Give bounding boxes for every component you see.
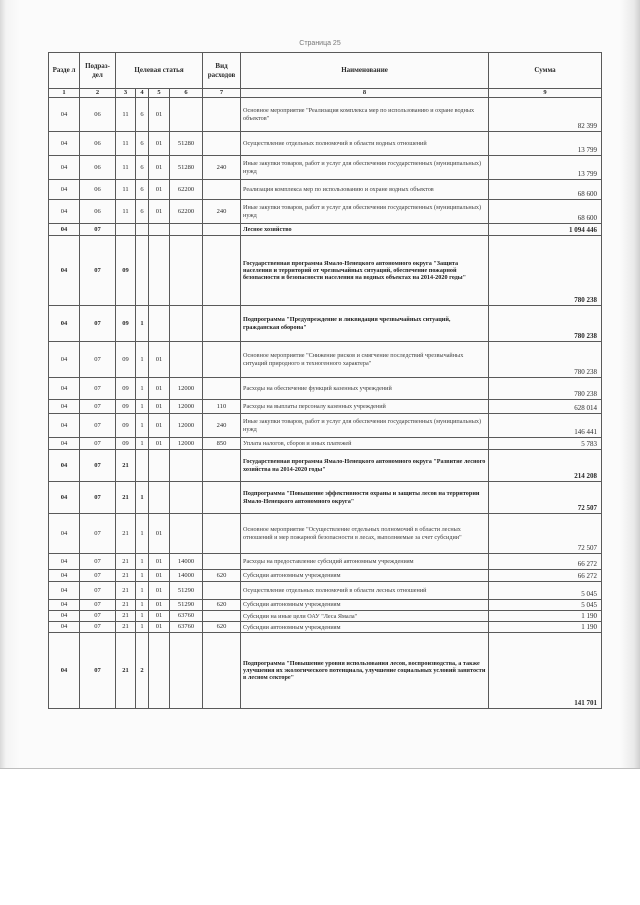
- code-cell: 04: [49, 514, 80, 554]
- code-cell: 06: [80, 156, 116, 180]
- code-cell: 21: [116, 633, 136, 709]
- code-cell: [203, 450, 241, 482]
- name-cell: Осуществление отдельных полномочий в области лесных отношений: [241, 582, 489, 600]
- code-cell: 6: [136, 156, 149, 180]
- code-cell: 63760: [170, 622, 203, 633]
- index-cell: 8: [241, 89, 489, 98]
- name-cell: Расходы на предоставление субсидий автономным учреждениям: [241, 554, 489, 570]
- code-cell: [203, 236, 241, 306]
- code-cell: 04: [49, 570, 80, 582]
- page-number: Страница 25: [299, 40, 341, 47]
- code-cell: 06: [80, 200, 116, 224]
- code-cell: [203, 306, 241, 342]
- code-cell: [170, 98, 203, 132]
- name-cell: Подпрограмма "Повышение уровня использования лесов, воспроизводства, а также улучшения их экологического потенциала, улучшение социальных условий занятости в лесном секторе": [241, 633, 489, 709]
- code-cell: 01: [149, 132, 170, 156]
- code-cell: 1: [136, 570, 149, 582]
- index-cell: 5: [149, 89, 170, 98]
- code-cell: 01: [149, 156, 170, 180]
- code-cell: [203, 378, 241, 400]
- code-cell: [170, 224, 203, 236]
- code-cell: [116, 224, 136, 236]
- code-cell: 07: [80, 224, 116, 236]
- sum-cell: 5 045: [489, 582, 602, 600]
- code-cell: 04: [49, 482, 80, 514]
- name-cell: Субсидии на иные цели ОАУ "Леса Ямала": [241, 611, 489, 622]
- name-cell: Субсидии автономным учреждениям: [241, 570, 489, 582]
- code-cell: 07: [80, 611, 116, 622]
- code-cell: 09: [116, 236, 136, 306]
- table-row: [49, 400, 602, 414]
- code-cell: 04: [49, 156, 80, 180]
- index-cell: 3: [116, 89, 136, 98]
- code-cell: 6: [136, 200, 149, 224]
- code-cell: 04: [49, 180, 80, 200]
- code-cell: 2: [136, 633, 149, 709]
- code-cell: 04: [49, 378, 80, 400]
- code-cell: 04: [49, 633, 80, 709]
- code-cell: 01: [149, 438, 170, 450]
- table-row: [49, 342, 602, 378]
- sum-cell: 1 190: [489, 622, 602, 633]
- table-row: [49, 633, 602, 709]
- code-cell: [170, 342, 203, 378]
- code-cell: 07: [80, 236, 116, 306]
- table-row: [49, 180, 602, 200]
- code-cell: 63760: [170, 611, 203, 622]
- table-row: [49, 570, 602, 582]
- table-row: [49, 414, 602, 438]
- code-cell: 01: [149, 554, 170, 570]
- code-cell: 21: [116, 554, 136, 570]
- table-row: [49, 438, 602, 450]
- name-cell: Государственная программа Ямало-Ненецкого автономного округа "Защита населения и территорий от чрезвычайных ситуаций, обеспечение пожарной безопасности и безопасности населения на водных объектах на 2014-2020 годы": [241, 236, 489, 306]
- code-cell: 12000: [170, 400, 203, 414]
- code-cell: 1: [136, 414, 149, 438]
- table-row: [49, 611, 602, 622]
- index-cell: 2: [80, 89, 116, 98]
- code-cell: 21: [116, 514, 136, 554]
- code-cell: 21: [116, 482, 136, 514]
- sum-cell: 780 238: [489, 342, 602, 378]
- code-cell: 21: [116, 582, 136, 600]
- code-cell: [149, 633, 170, 709]
- code-cell: [136, 224, 149, 236]
- code-cell: 07: [80, 450, 116, 482]
- code-cell: [203, 180, 241, 200]
- sum-cell: 5 045: [489, 600, 602, 611]
- header-summa: Сумма: [489, 53, 602, 89]
- code-cell: 01: [149, 600, 170, 611]
- code-cell: 07: [80, 482, 116, 514]
- sum-cell: 72 507: [489, 514, 602, 554]
- code-cell: 1: [136, 600, 149, 611]
- code-cell: [149, 236, 170, 306]
- sum-cell: 214 208: [489, 450, 602, 482]
- code-cell: 01: [149, 200, 170, 224]
- code-cell: 1: [136, 554, 149, 570]
- table-row: [49, 554, 602, 570]
- code-cell: 01: [149, 582, 170, 600]
- code-cell: [149, 306, 170, 342]
- code-cell: 04: [49, 236, 80, 306]
- table-row: [49, 132, 602, 156]
- name-cell: Субсидии автономным учреждениям: [241, 622, 489, 633]
- sum-cell: 68 600: [489, 200, 602, 224]
- code-cell: 01: [149, 342, 170, 378]
- code-cell: 850: [203, 438, 241, 450]
- code-cell: 09: [116, 342, 136, 378]
- code-cell: [170, 450, 203, 482]
- code-cell: 620: [203, 600, 241, 611]
- table-row: [49, 156, 602, 180]
- code-cell: 09: [116, 414, 136, 438]
- code-cell: 110: [203, 400, 241, 414]
- name-cell: Иные закупки товаров, работ и услуг для обеспечения государственных (муниципальных) нужд: [241, 200, 489, 224]
- code-cell: [149, 482, 170, 514]
- code-cell: 11: [116, 98, 136, 132]
- table-row: [49, 622, 602, 633]
- code-cell: 09: [116, 378, 136, 400]
- code-cell: 11: [116, 200, 136, 224]
- code-cell: 01: [149, 378, 170, 400]
- code-cell: 21: [116, 570, 136, 582]
- code-cell: 01: [149, 570, 170, 582]
- code-cell: 51290: [170, 582, 203, 600]
- sum-cell: 13 799: [489, 132, 602, 156]
- name-cell: Основное мероприятие "Снижение рисков и смягчение последствий чрезвычайных ситуаций природного и техногенного характера": [241, 342, 489, 378]
- table-row: [49, 236, 602, 306]
- sum-cell: 628 014: [489, 400, 602, 414]
- code-cell: 04: [49, 414, 80, 438]
- header-celevaya-statya: Целевая статья: [116, 53, 203, 89]
- code-cell: 07: [80, 622, 116, 633]
- code-cell: [203, 482, 241, 514]
- name-cell: Подпрограмма "Повышение эффективности охраны и защиты лесов на территории Ямало-Ненецкого автономного округа": [241, 482, 489, 514]
- sum-cell: 1 094 446: [489, 224, 602, 236]
- code-cell: 620: [203, 570, 241, 582]
- table-row: [49, 98, 602, 132]
- code-cell: 01: [149, 611, 170, 622]
- code-cell: 07: [80, 438, 116, 450]
- header-vid-rashodov: Вид расходов: [203, 53, 241, 89]
- code-cell: 1: [136, 400, 149, 414]
- code-cell: 01: [149, 414, 170, 438]
- header-naimenovanie: Наименование: [241, 53, 489, 89]
- code-cell: [203, 582, 241, 600]
- code-cell: 21: [116, 450, 136, 482]
- sum-cell: 780 238: [489, 306, 602, 342]
- code-cell: 1: [136, 622, 149, 633]
- code-cell: 51280: [170, 132, 203, 156]
- code-cell: 07: [80, 414, 116, 438]
- code-cell: 04: [49, 622, 80, 633]
- code-cell: [149, 450, 170, 482]
- table-row: [49, 600, 602, 611]
- code-cell: 01: [149, 98, 170, 132]
- code-cell: 1: [136, 438, 149, 450]
- sum-cell: 141 701: [489, 633, 602, 709]
- sum-cell: 13 799: [489, 156, 602, 180]
- sum-cell: 66 272: [489, 554, 602, 570]
- code-cell: 11: [116, 180, 136, 200]
- code-cell: 01: [149, 180, 170, 200]
- code-cell: [203, 554, 241, 570]
- code-cell: 04: [49, 342, 80, 378]
- code-cell: 1: [136, 611, 149, 622]
- code-cell: 04: [49, 132, 80, 156]
- sum-cell: 66 272: [489, 570, 602, 582]
- name-cell: Иные закупки товаров, работ и услуг для обеспечения государственных (муниципальных) нужд: [241, 414, 489, 438]
- sum-cell: 1 190: [489, 611, 602, 622]
- sum-cell: 68 600: [489, 180, 602, 200]
- code-cell: [203, 514, 241, 554]
- name-cell: Подпрограмма "Предупреждение и ликвидация чрезвычайных ситуаций, гражданская оборона": [241, 306, 489, 342]
- code-cell: 04: [49, 400, 80, 414]
- code-cell: 06: [80, 98, 116, 132]
- name-cell: Субсидии автономным учреждениям: [241, 600, 489, 611]
- code-cell: 51290: [170, 600, 203, 611]
- header-podrazdel: Подраз- дел: [80, 53, 116, 89]
- name-cell: Расходы на выплаты персоналу казенных учреждений: [241, 400, 489, 414]
- table-row: [49, 482, 602, 514]
- code-cell: 01: [149, 514, 170, 554]
- sum-cell: 780 238: [489, 236, 602, 306]
- code-cell: 07: [80, 582, 116, 600]
- code-cell: 07: [80, 600, 116, 611]
- sum-cell: 72 507: [489, 482, 602, 514]
- code-cell: [136, 236, 149, 306]
- code-cell: [170, 306, 203, 342]
- code-cell: 62200: [170, 180, 203, 200]
- table-row: [49, 200, 602, 224]
- code-cell: 240: [203, 200, 241, 224]
- code-cell: 6: [136, 180, 149, 200]
- code-cell: 21: [116, 622, 136, 633]
- code-cell: 07: [80, 400, 116, 414]
- code-cell: 240: [203, 414, 241, 438]
- sum-cell: 5 783: [489, 438, 602, 450]
- code-cell: 07: [80, 514, 116, 554]
- code-cell: 11: [116, 132, 136, 156]
- code-cell: [170, 236, 203, 306]
- code-cell: 06: [80, 132, 116, 156]
- code-cell: 6: [136, 132, 149, 156]
- code-cell: 14000: [170, 570, 203, 582]
- code-cell: 21: [116, 600, 136, 611]
- code-cell: 09: [116, 306, 136, 342]
- code-cell: 04: [49, 600, 80, 611]
- code-cell: 12000: [170, 414, 203, 438]
- code-cell: 07: [80, 570, 116, 582]
- name-cell: Осуществление отдельных полномочий в области водных отношений: [241, 132, 489, 156]
- code-cell: 09: [116, 438, 136, 450]
- code-cell: 1: [136, 342, 149, 378]
- code-cell: 07: [80, 633, 116, 709]
- name-cell: Лесное хозяйство: [241, 224, 489, 236]
- code-cell: 07: [80, 378, 116, 400]
- code-cell: [203, 342, 241, 378]
- sum-cell: 82 399: [489, 98, 602, 132]
- code-cell: 04: [49, 306, 80, 342]
- column-index-row: [49, 89, 602, 98]
- index-cell: 7: [203, 89, 241, 98]
- code-cell: [170, 482, 203, 514]
- table-row: [49, 582, 602, 600]
- budget-table: [48, 52, 602, 709]
- code-cell: [203, 611, 241, 622]
- code-cell: 07: [80, 554, 116, 570]
- code-cell: 14000: [170, 554, 203, 570]
- code-cell: 04: [49, 554, 80, 570]
- code-cell: 1: [136, 306, 149, 342]
- code-cell: 12000: [170, 438, 203, 450]
- code-cell: [203, 224, 241, 236]
- code-cell: [149, 224, 170, 236]
- code-cell: 1: [136, 482, 149, 514]
- name-cell: Уплата налогов, сборов и иных платежей: [241, 438, 489, 450]
- name-cell: Основное мероприятие "Реализация комплекса мер по использованию и охране водных объектов": [241, 98, 489, 132]
- code-cell: 01: [149, 400, 170, 414]
- code-cell: 240: [203, 156, 241, 180]
- sum-cell: 780 238: [489, 378, 602, 400]
- index-cell: 6: [170, 89, 203, 98]
- code-cell: 11: [116, 156, 136, 180]
- code-cell: 06: [80, 180, 116, 200]
- code-cell: [203, 132, 241, 156]
- name-cell: Реализация комплекса мер по использованию и охране водных объектов: [241, 180, 489, 200]
- name-cell: Расходы на обеспечение функций казенных учреждений: [241, 378, 489, 400]
- name-cell: Основное мероприятие "Осуществление отдельных полномочий в области лесных отношений и мер пожарной безопасности в лесах, выполняемые за счет субсидии": [241, 514, 489, 554]
- table-row: [49, 306, 602, 342]
- code-cell: [170, 633, 203, 709]
- code-cell: 12000: [170, 378, 203, 400]
- code-cell: 04: [49, 224, 80, 236]
- name-cell: Иные закупки товаров, работ и услуг для обеспечения государственных (муниципальных) нужд: [241, 156, 489, 180]
- code-cell: 04: [49, 200, 80, 224]
- index-cell: 9: [489, 89, 602, 98]
- table-row: [49, 514, 602, 554]
- code-cell: 1: [136, 514, 149, 554]
- code-cell: 04: [49, 582, 80, 600]
- index-cell: 4: [136, 89, 149, 98]
- code-cell: 1: [136, 378, 149, 400]
- code-cell: 04: [49, 450, 80, 482]
- code-cell: 09: [116, 400, 136, 414]
- code-cell: 04: [49, 611, 80, 622]
- code-cell: 07: [80, 306, 116, 342]
- code-cell: 6: [136, 98, 149, 132]
- table-row: [49, 450, 602, 482]
- code-cell: 21: [116, 611, 136, 622]
- header-razdel: Разде л: [49, 53, 80, 89]
- code-cell: 1: [136, 582, 149, 600]
- table-row: [49, 378, 602, 400]
- sum-cell: 146 441: [489, 414, 602, 438]
- code-cell: [203, 98, 241, 132]
- index-cell: 1: [49, 89, 80, 98]
- code-cell: [136, 450, 149, 482]
- code-cell: [170, 514, 203, 554]
- code-cell: [203, 633, 241, 709]
- code-cell: 01: [149, 622, 170, 633]
- code-cell: 51280: [170, 156, 203, 180]
- table-row: [49, 224, 602, 236]
- code-cell: 07: [80, 342, 116, 378]
- code-cell: 62200: [170, 200, 203, 224]
- code-cell: 04: [49, 98, 80, 132]
- code-cell: 620: [203, 622, 241, 633]
- name-cell: Государственная программа Ямало-Ненецкого автономного округа "Развитие лесного хозяйства на 2014-2020 годы": [241, 450, 489, 482]
- code-cell: 04: [49, 438, 80, 450]
